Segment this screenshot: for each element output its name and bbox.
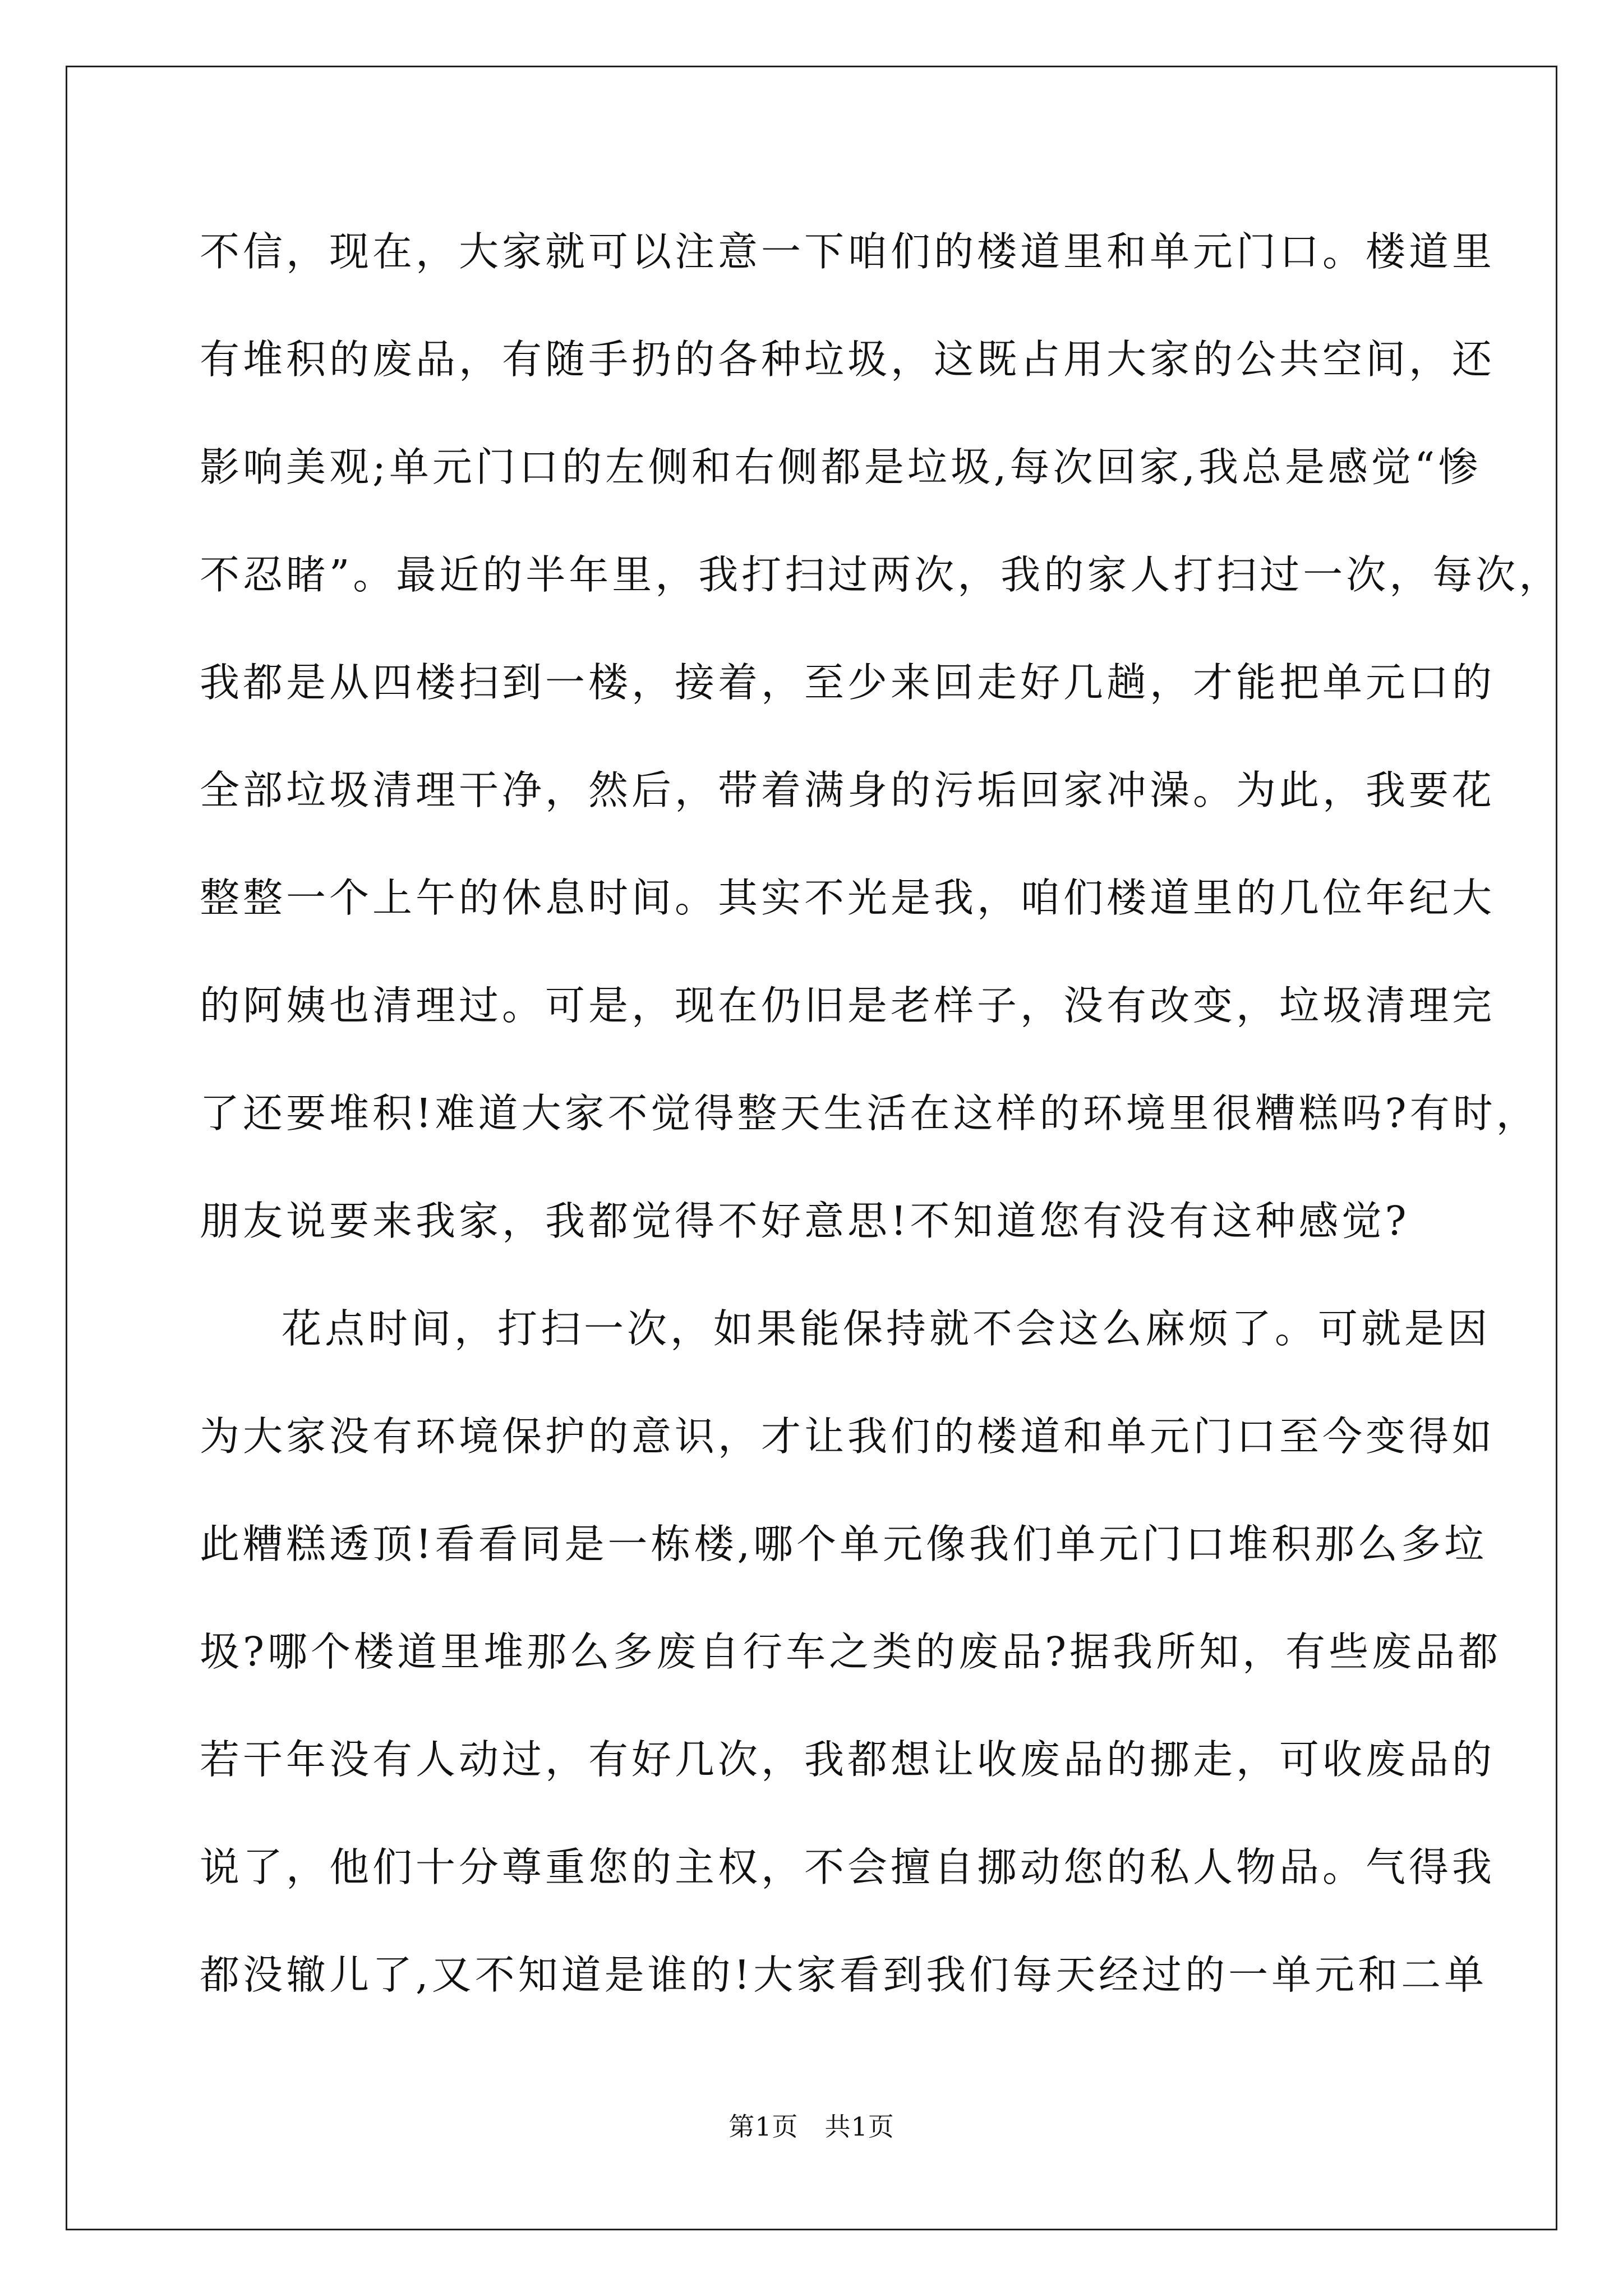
text-line: 为大家没有环境保护的意识，才让我们的楼道和单元门口至今变得如	[200, 1413, 1496, 1460]
text-line: 的阿姨也清理过。可是，现在仍旧是老样子，没有改变，垃圾清理完	[200, 982, 1496, 1029]
text-line: 整整一个上午的休息时间。其实不光是我，咱们楼道里的几位年纪大	[200, 875, 1496, 921]
document-body	[200, 219, 1562, 2050]
text-line: 圾?哪个楼道里堆那么多废自行车之类的废品?据我所知，有些废品都	[200, 1628, 1502, 1675]
text-line: 不信，现在，大家就可以注意一下咱们的楼道里和单元门口。楼道里	[200, 228, 1496, 275]
text-line: 说了，他们十分尊重您的主权，不会擅自挪动您的私人物品。气得我	[200, 1844, 1496, 1890]
text-line: 朋友说要来我家，我都觉得不好意思!不知道您有没有这种感觉?	[200, 1198, 1410, 1244]
text-line: 影响美观;单元门口的左侧和右侧都是垃圾,每次回家,我总是感觉“惨	[200, 444, 1482, 490]
text-line: 不忍睹”。最近的半年里，我打扫过两次，我的家人打扫过一次，每次，	[200, 551, 1562, 598]
text-line: 我都是从四楼扫到一楼，接着，至少来回走好几趟，才能把单元口的	[200, 659, 1496, 706]
paragraph-1	[200, 219, 1562, 1296]
text-line: 若干年没有人动过，有好几次，我都想让收废品的挪走，可收废品的	[200, 1736, 1496, 1783]
text-line: 全部垃圾清理干净，然后，带着满身的污垢回家冲澡。为此，我要花	[200, 767, 1496, 813]
text-line: 花点时间，打扫一次，如果能保持就不会这么麻烦了。可就是因	[282, 1305, 1491, 1352]
paragraph-2	[200, 1296, 1502, 2050]
text-line: 了还要堆积!难道大家不觉得整天生活在这样的环境里很糟糕吗?有时，	[200, 1090, 1539, 1137]
text-line: 有堆积的废品，有随手扔的各种垃圾，这既占用大家的公共空间，还	[200, 336, 1496, 383]
text-line: 都没辙儿了,又不知道是谁的!大家看到我们每天经过的一单元和二单	[200, 1952, 1488, 1998]
text-line: 此糟糕透顶!看看同是一栋楼,哪个单元像我们单元门口堆积那么多垃	[200, 1521, 1488, 1567]
page-footer: 第1页 共1页	[728, 2111, 895, 2142]
